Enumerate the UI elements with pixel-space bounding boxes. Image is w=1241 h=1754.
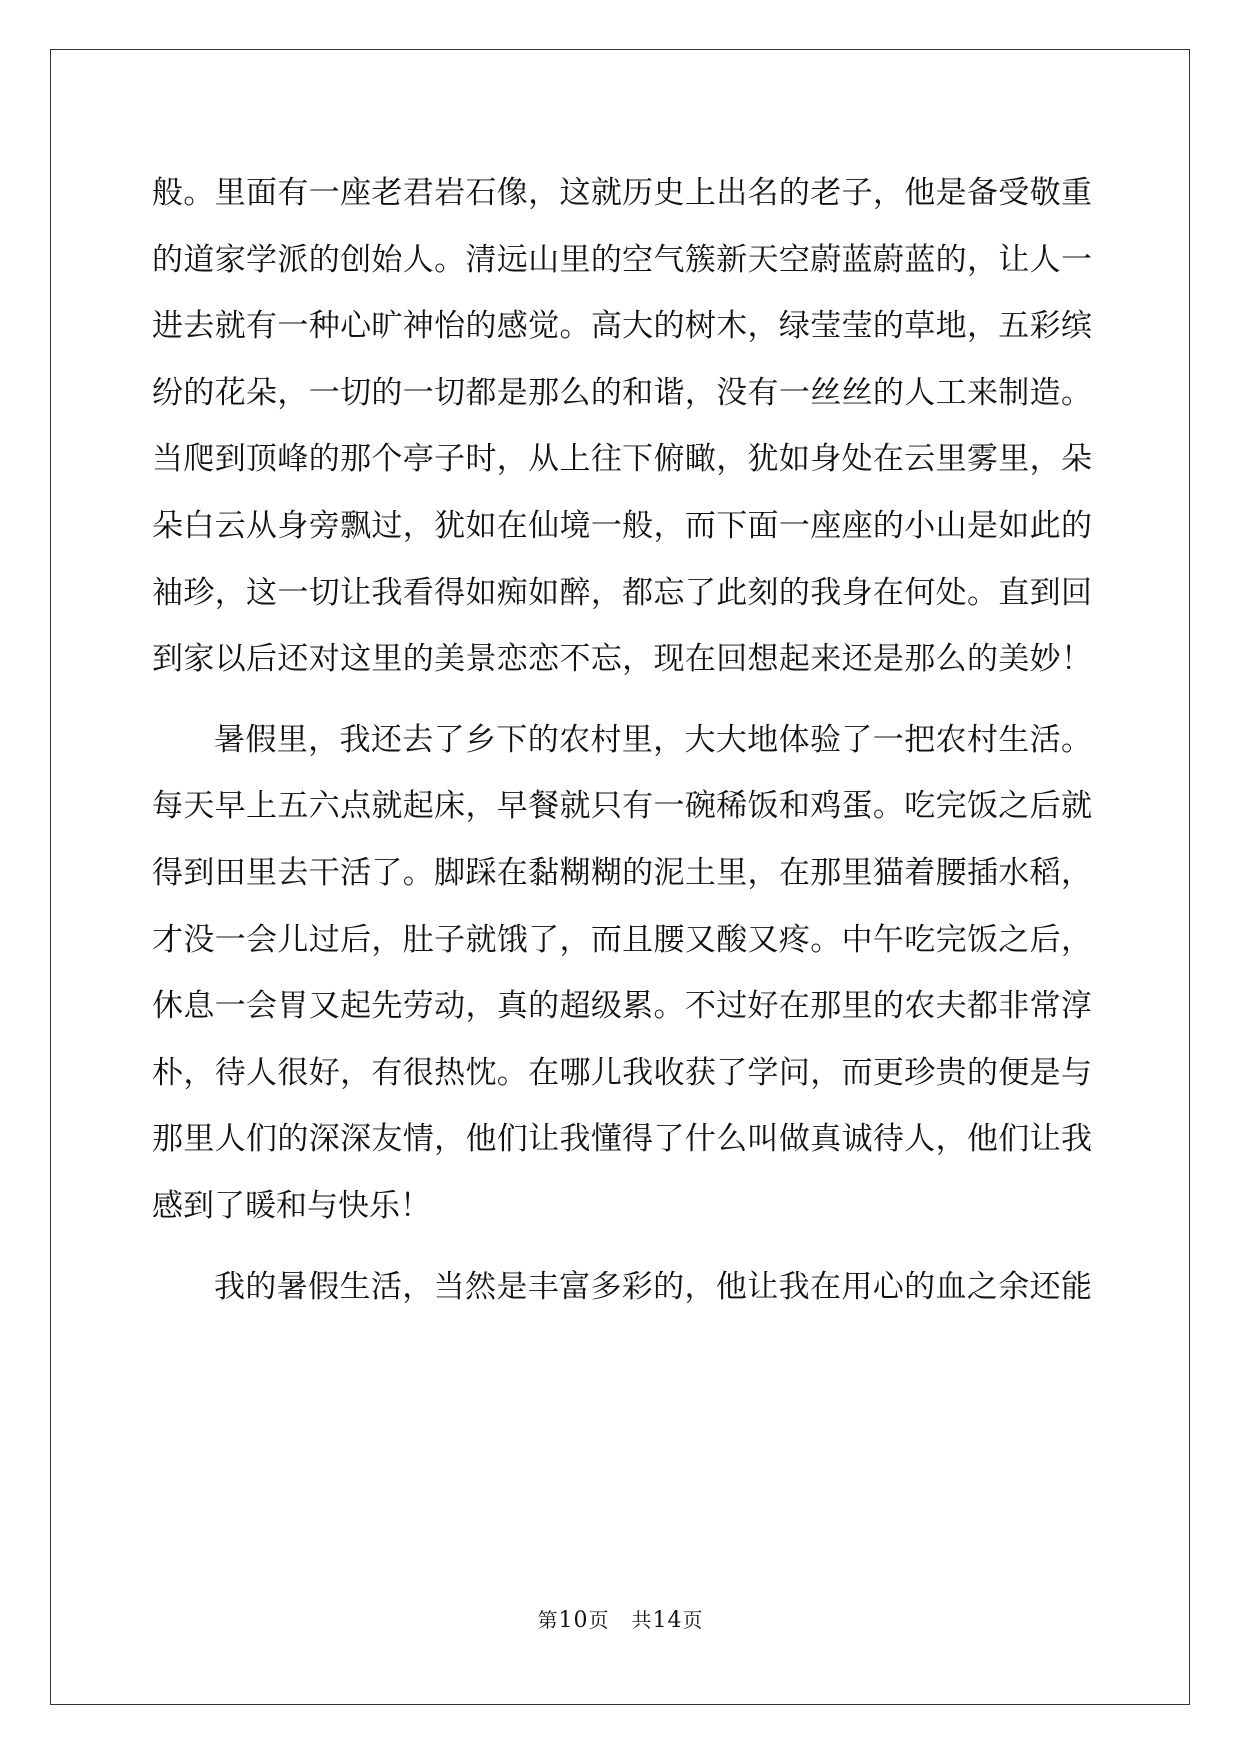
text-line: 每天早上五六点就起床，早餐就只有一碗稀饭和鸡蛋。吃完饭之后就 <box>152 788 1092 825</box>
text-line: 进去就有一种心旷神怡的感觉。高大的树木，绿莹莹的草地，五彩缤 <box>152 308 1092 345</box>
page-number: 10 <box>558 1608 589 1633</box>
total-pages: 14 <box>652 1608 683 1633</box>
total-suffix: 页 <box>682 1608 704 1632</box>
text-line: 休息一会胃又起先劳动，真的超级累。不过好在那里的农夫都非常淳 <box>152 988 1092 1025</box>
text-line: 暑假里，我还去了乡下的农村里，大大地体验了一把农村生活。 <box>214 721 1092 758</box>
text-line: 那里人们的深深友情，他们让我懂得了什么叫做真诚待人，他们让我 <box>152 1121 1092 1158</box>
text-line: 的道家学派的创始人。清远山里的空气簇新天空蔚蓝蔚蓝的，让人一 <box>152 241 1092 278</box>
paragraph-3 <box>152 1254 1092 1321</box>
text-line: 感到了暖和与快乐！ <box>152 1187 431 1224</box>
page-footer <box>0 1606 1241 1635</box>
paragraph-2 <box>152 707 1092 1240</box>
text-line: 袖珍，这一切让我看得如痴如醉，都忘了此刻的我身在何处。直到回 <box>152 574 1092 611</box>
page-suffix: 页 <box>588 1608 610 1632</box>
total-prefix: 共 <box>631 1608 653 1632</box>
text-line: 当爬到顶峰的那个亭子时，从上往下俯瞰，犹如身处在云里雾里，朵 <box>152 441 1092 478</box>
text-line: 朵白云从身旁飘过，犹如在仙境一般，而下面一座座的小山是如此的 <box>152 507 1092 544</box>
paragraph-1 <box>152 160 1092 693</box>
text-line: 朴，待人很好，有很热忱。在哪儿我收获了学问，而更珍贵的便是与 <box>152 1054 1092 1091</box>
text-line: 纷的花朵，一切的一切都是那么的和谐，没有一丝丝的人工来制造。 <box>152 374 1092 411</box>
page-prefix: 第 <box>537 1608 559 1632</box>
text-line: 才没一会儿过后，肚子就饿了，而且腰又酸又疼。中午吃完饭之后， <box>152 921 1092 958</box>
text-line: 般。里面有一座老君岩石像，这就历史上出名的老子，他是备受敬重 <box>152 175 1092 211</box>
text-line: 得到田里去干活了。脚踩在黏糊糊的泥土里，在那里猫着腰插水稻， <box>152 854 1092 891</box>
text-line: 到家以后还对这里的美景恋恋不忘，现在回想起来还是那么的美妙！ <box>152 641 1092 678</box>
paragraph-spacer <box>152 693 1092 707</box>
document-body <box>152 160 1092 1320</box>
text-line: 我的暑假生活，当然是丰富多彩的，他让我在用心的血之余还能 <box>214 1268 1092 1305</box>
paragraph-spacer <box>152 1240 1092 1254</box>
